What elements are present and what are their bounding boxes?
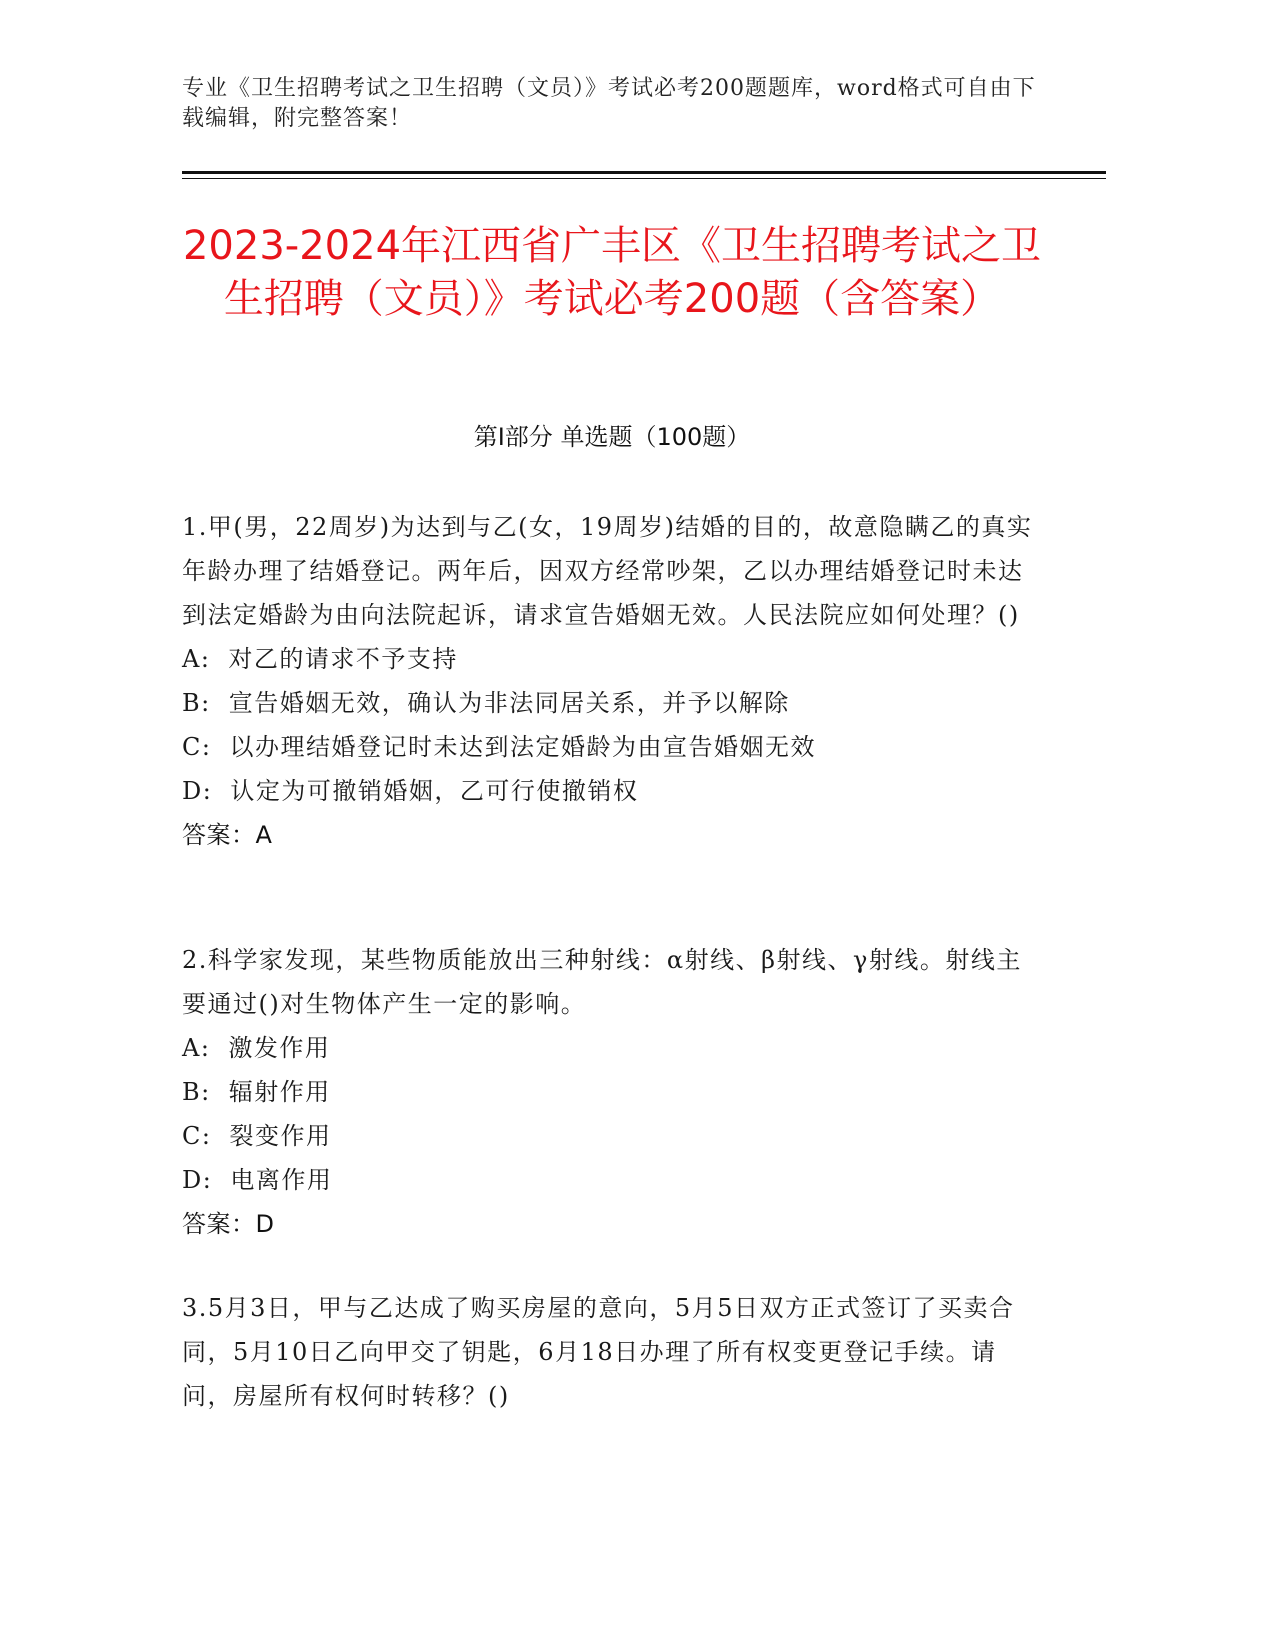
option-c [182, 725, 1042, 769]
option-b [182, 1070, 1042, 1114]
option-d [182, 1158, 1042, 1202]
option-key: D: [182, 1166, 213, 1194]
option-a [182, 637, 1042, 681]
option-text: 以办理结婚登记时未达到法定婚龄为由宣告婚姻无效 [229, 733, 816, 761]
question-stem: 2.科学家发现，某些物质能放出三种射线：α射线、β射线、γ射线。射线主要通过()对生物体产生一定的影响。 [182, 946, 1022, 1018]
option-text: 认定为可撤销婚姻，乙可行使撤销权 [230, 777, 639, 805]
header-note: 专业《卫生招聘考试之卫生招聘（文员）》考试必考200题题库，word格式可自由下载编辑，附完整答案！ [182, 76, 1036, 131]
option-b [182, 681, 1042, 725]
question-1 [182, 505, 1042, 857]
option-text: 激发作用 [228, 1034, 331, 1062]
option-key: C: [182, 1122, 212, 1150]
option-text: 电离作用 [230, 1166, 333, 1194]
answer-line: 答案：D [182, 1210, 275, 1238]
section-heading: 第Ⅰ部分 单选题（100题） [473, 423, 751, 451]
option-c [182, 1114, 1042, 1158]
option-d [182, 769, 1042, 813]
option-text: 辐射作用 [228, 1078, 331, 1106]
option-key: A: [182, 645, 211, 673]
option-text: 宣告婚姻无效，确认为非法同居关系，并予以解除 [228, 689, 790, 717]
option-a [182, 1026, 1042, 1070]
option-key: B: [182, 689, 211, 717]
option-key: A: [182, 1034, 211, 1062]
option-key: B: [182, 1078, 211, 1106]
option-key: D: [182, 777, 213, 805]
option-key: C: [182, 733, 212, 761]
header-divider-thin [182, 178, 1106, 179]
header-divider-thick [182, 171, 1106, 174]
answer-line: 答案：A [182, 821, 273, 849]
question-stem: 1.甲(男，22周岁)为达到与乙(女，19周岁)结婚的目的，故意隐瞒乙的真实年龄办理了结婚登记。两年后，因双方经常吵架，乙以办理结婚登记时未达到法定婚龄为由向法院起诉，请求宣告婚姻无效。人民法院应如何处理？() [182, 513, 1033, 629]
question-2 [182, 938, 1042, 1246]
option-text: 对乙的请求不予支持 [228, 645, 458, 673]
question-3 [182, 1286, 1042, 1418]
document-title: 2023-2024年江西省广丰区《卫生招聘考试之卫生招聘（文员）》考试必考200题（含答案） [182, 223, 1042, 322]
question-stem: 3.5月3日，甲与乙达成了购买房屋的意向，5月5日双方正式签订了买卖合同，5月10日乙向甲交了钥匙，6月18日办理了所有权变更登记手续。请问，房屋所有权何时转移？() [182, 1294, 1015, 1410]
option-text: 裂变作用 [229, 1122, 332, 1150]
